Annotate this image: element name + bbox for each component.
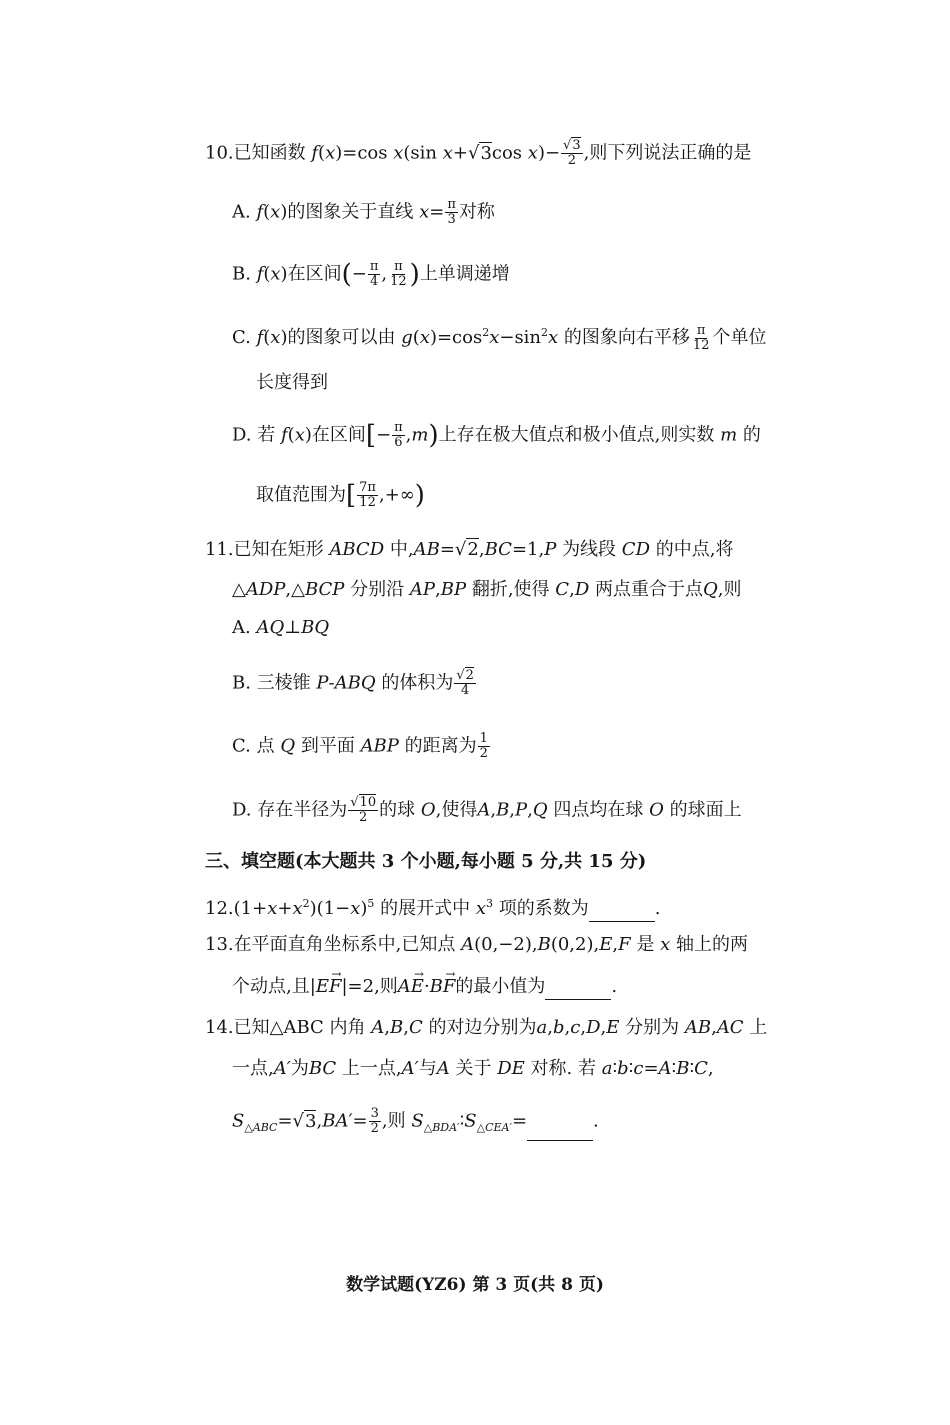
q14-answer-blank[interactable]	[527, 1122, 593, 1141]
q11-line1: 11.已知在矩形 ABCD 中,AB=√2,BC=1,P 为线段 CD 的中点,将	[205, 539, 734, 560]
section-3-heading: 三、填空题(本大题共 3 个小题,每小题 5 分,共 15 分)	[205, 851, 647, 872]
page-footer: 数学试题(YZ6) 第 3 页(共 8 页)	[346, 1275, 604, 1295]
q12-answer-blank[interactable]	[589, 903, 655, 922]
q13-line1: 13.在平面直角坐标系中,已知点 A(0,−2),B(0,2),E,F 是 x 轴上的两	[205, 934, 748, 955]
q10-option-c: C. f(x)的图象可以由 $g(x)=\cos^2x-\sin^2x$ 的图象向右平移 $\frac{\pi}{12}$ 个单位	[232, 322, 767, 353]
q10-option-d-line2: 取值范围为[ $\frac{7\pi}{12}$ ,+∞)	[256, 480, 425, 511]
q10-option-c-line2: 长度得到	[256, 372, 328, 393]
q10-stem: 10.已知函数 f(x)=cos x(sin x+√3cos x)− $\frac{√3}{2}$ ,则下列说法正确的是	[205, 138, 752, 168]
q11-option-c: C. 点 Q 到平面 ABP 的距离为 $\frac{1}{2}$	[232, 731, 488, 761]
q11-option-a: A. AQ⊥BQ	[232, 617, 330, 638]
q10-option-d: D. 若 f(x)在区间[− $\frac{\pi}{6}$ ,m)上存在极大值点和极小值点,则实数 m 的	[232, 420, 761, 451]
q13-line2: 个动点,且|→ EF|=2,则→ AE·→ BF的最小值为 .	[232, 974, 617, 1000]
q11-option-b: B. 三棱锥 P-ABQ 的体积为 $\frac{√2}{4}$	[232, 668, 474, 698]
q14-line1: 14.已知△ABC 内角 A,B,C 的对边分别为a,b,c,D,E 分别为 AB,AC 上	[205, 1017, 768, 1038]
q10-option-b: B. f(x)在区间(− $\frac{\pi}{4}$ , $\frac{\pi}{12}$ )上单调递增	[232, 259, 510, 290]
q14-line2: 一点,A′为BC 上一点,A′与A 关于 DE 对称. 若 a∶b∶c=A∶B∶C,	[232, 1058, 714, 1079]
q14-line3: $S_{\triangle ABC}=√3,BA'=$ $\frac{3}{2}$ ,则 $S_{\triangle BDA'}∶S_{\triangle CEA'}=$ .	[232, 1107, 599, 1141]
q11-option-d: D. 存在半径为 $\frac{√10}{2}$ 的球 O,使得A,B,P,Q 四点均在球 O 的球面上	[232, 795, 742, 825]
q10-option-a: A. f(x)的图象关于直线 x= $\frac{\pi}{3}$ 对称	[232, 197, 495, 227]
q12: $12.(1+x+x^2)(1-x)^5$ 的展开式中 $x^3$ 项的系数为 .	[205, 891, 660, 922]
q11-line2: △ADP,△BCP 分别沿 AP,BP 翻折,使得 C,D 两点重合于点Q,则	[232, 579, 742, 600]
q13-answer-blank[interactable]	[545, 981, 611, 1000]
